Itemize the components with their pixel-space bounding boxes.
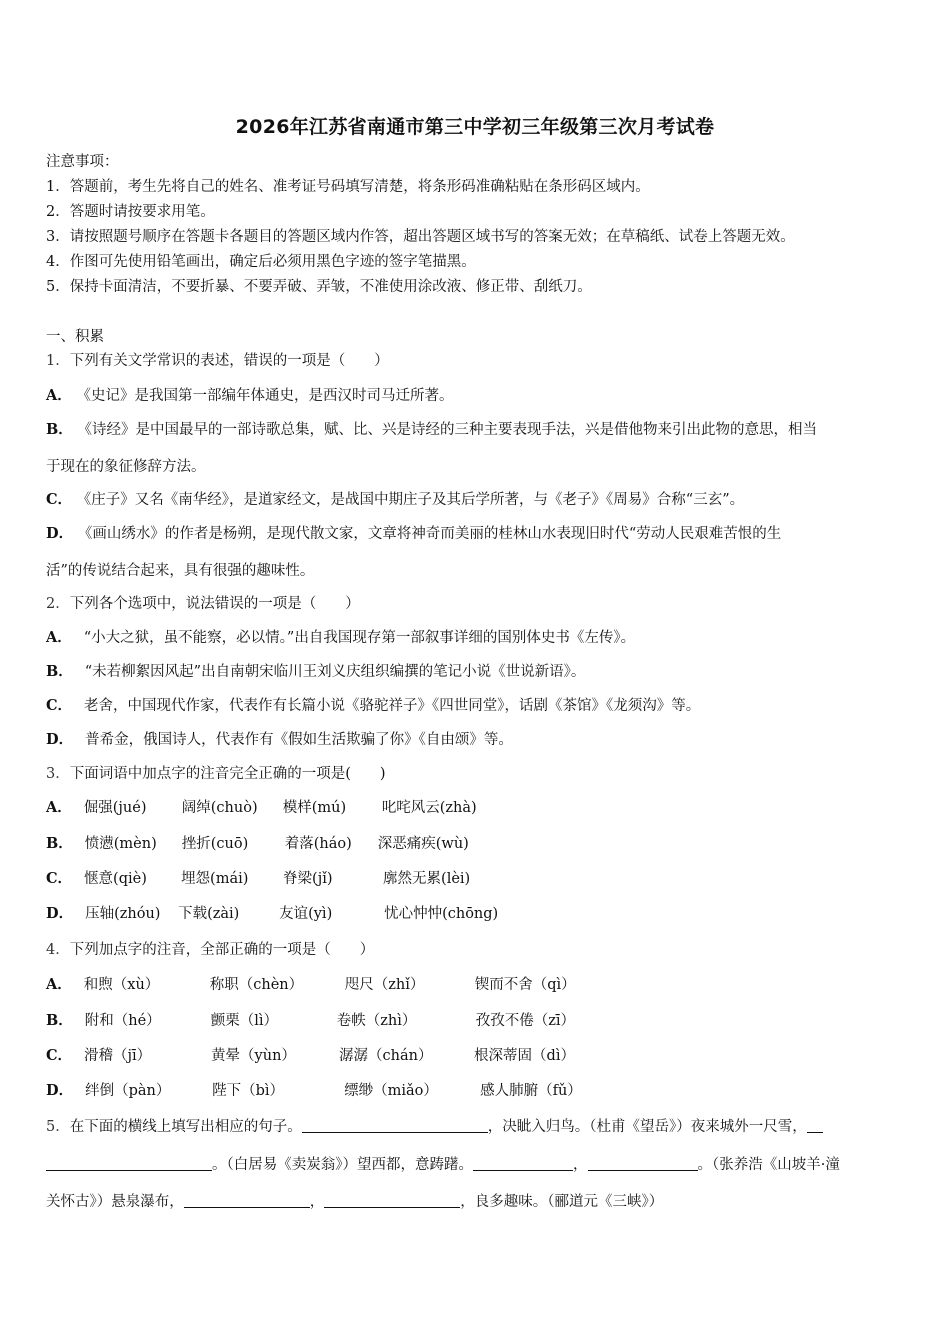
option-word: 愤懑(mèn) — [84, 836, 157, 852]
option-word: 深恶痛疾(wù) — [377, 836, 469, 852]
notice-item: 2．答题时请按要求用笔。 — [46, 204, 215, 220]
option-word: 陛下（bì） — [212, 1083, 284, 1099]
question-5-line-3 — [46, 1192, 908, 1212]
question-number: 2． — [46, 596, 70, 612]
option-word: 潺潺（chán） — [339, 1048, 433, 1064]
question-text: ，良多趣味。（郦道元《三峡》） — [460, 1194, 664, 1210]
question-5-line-1 — [46, 1117, 908, 1137]
question-3-stem — [46, 764, 908, 784]
option-word: 滑稽（jī） — [84, 1048, 152, 1064]
option-word: 根深蒂固（dì） — [474, 1048, 575, 1064]
option-word: 称职（chèn） — [209, 977, 304, 993]
question-number: 1． — [46, 353, 70, 369]
option-c[interactable] — [46, 696, 908, 716]
option-label: A． — [46, 976, 72, 993]
option-word: 卷帙（zhì） — [336, 1013, 417, 1029]
option-label: D． — [46, 731, 74, 748]
option-label: C． — [46, 491, 73, 508]
option-text: 《诗经》是中国最早的一部诗歌总集，赋、比、兴是诗经的三种主要表现手法，兴是借他物来引出此物的意思，相当 — [84, 422, 818, 438]
question-text: 下列有关文学常识的表述，错误的一项是（ ） — [69, 353, 389, 369]
notice-heading: 注意事项： — [46, 154, 119, 170]
option-text: 《史记》是我国第一部编年体通史，是西汉时司马迁所著。 — [83, 388, 454, 404]
option-word: 挫折(cuō) — [181, 836, 249, 852]
question-text: 。（白居易《卖炭翁》）望西都，意踌躇。 — [212, 1157, 473, 1173]
option-label: A． — [46, 387, 72, 404]
section-heading: 一、积累 — [46, 329, 104, 345]
option-a[interactable] — [46, 975, 908, 995]
question-text: ， — [309, 1194, 325, 1210]
question-text: 下列各个选项中，说法错误的一项是（ ） — [69, 596, 360, 612]
option-c[interactable] — [46, 490, 908, 510]
option-b[interactable] — [46, 662, 908, 682]
option-label: D． — [46, 1082, 74, 1099]
option-word: 忧心忡忡(chōng) — [384, 906, 499, 922]
option-word: 模样(mú) — [282, 800, 347, 816]
option-label: C． — [46, 1047, 73, 1064]
option-d[interactable] — [46, 524, 908, 544]
option-word: 友谊(yì) — [279, 906, 333, 922]
option-word: 着落(háo) — [284, 836, 352, 852]
option-word: 惬意(qiè) — [84, 871, 147, 887]
option-text: “未若柳絮因风起”出自南朝宋临川王刘义庆组织编撰的笔记小说《世说新语》。 — [84, 664, 586, 680]
option-d-continued: 活”的传说结合起来，具有很强的趣味性。 — [46, 563, 315, 579]
question-text: 下列加点字的注音，全部正确的一项是（ ） — [69, 942, 375, 958]
option-word: 绊倒（pàn） — [85, 1083, 171, 1099]
fill-blank[interactable] — [184, 1192, 310, 1208]
option-b[interactable] — [46, 420, 908, 440]
option-label: B． — [46, 663, 73, 680]
question-1-stem — [46, 351, 908, 371]
fill-blank[interactable] — [46, 1155, 212, 1171]
option-label: B． — [46, 421, 73, 438]
fill-blank[interactable] — [324, 1192, 460, 1208]
option-text: 普希金，俄国诗人，代表作有《假如生活欺骗了你》《自由颂》等。 — [85, 732, 513, 748]
option-label: A． — [46, 799, 72, 816]
option-label: B． — [46, 1012, 73, 1029]
option-a[interactable] — [46, 386, 908, 406]
option-word: 孜孜不倦（zī） — [475, 1013, 576, 1029]
option-word: 叱咤风云(zhà) — [381, 800, 477, 816]
page-title: 2026年江苏省南通市第三中学初三年级第三次月考试卷 — [235, 116, 715, 138]
question-text: ， — [573, 1157, 588, 1173]
question-text: 关怀古》）悬泉瀑布， — [46, 1194, 184, 1210]
option-a[interactable] — [46, 798, 908, 818]
option-text: “小大之狱，虽不能察，必以情。”出自我国现存第一部叙事详细的国别体史书《左传》。 — [83, 630, 636, 646]
option-label: A． — [46, 629, 72, 646]
option-a[interactable] — [46, 628, 908, 648]
fill-blank[interactable] — [302, 1117, 488, 1133]
option-c[interactable] — [46, 1046, 908, 1066]
option-word: 廓然无累(lèi) — [383, 871, 471, 887]
option-text: 老舍，中国现代作家，代表作有长篇小说《骆驼祥子》《四世同堂》，话剧《茶馆》《龙须沟》等。 — [84, 698, 701, 714]
option-b-continued: 于现在的象征修辞方法。 — [46, 459, 206, 475]
question-text: 在下面的横线上填写出相应的句子。 — [69, 1119, 302, 1135]
option-text: 《庄子》又名《南华经》，是道家经文，是战国中期庄子及其后学所著，与《老子》《周易》合称“三玄”。 — [84, 492, 745, 508]
option-word: 黄晕（yùn） — [211, 1048, 296, 1064]
option-word: 咫尺（zhǐ） — [344, 977, 425, 993]
notice-item: 5．保持卡面清洁，不要折暴、不要弄破、弄皱，不准使用涂改液、修正带、刮纸刀。 — [46, 279, 592, 295]
question-number: 3． — [46, 766, 70, 782]
option-label: D． — [46, 525, 74, 542]
option-b[interactable] — [46, 1011, 908, 1031]
option-word: 脊梁(jǐ) — [283, 871, 333, 887]
question-5-line-2 — [46, 1155, 908, 1175]
option-word: 埋怨(mái) — [181, 871, 249, 887]
fill-blank[interactable] — [473, 1155, 573, 1171]
question-2-stem — [46, 594, 908, 614]
option-label: D． — [46, 905, 74, 922]
option-word: 下载(zài) — [178, 906, 240, 922]
option-b[interactable] — [46, 834, 908, 854]
question-text: ，决眦入归鸟。（杜甫《望岳》）夜来城外一尺雪， — [487, 1119, 807, 1135]
question-text: 下面词语中加点字的注音完全正确的一项是( ) — [69, 766, 386, 782]
fill-blank[interactable] — [588, 1155, 698, 1171]
notice-item: 4．作图可先使用铅笔画出，确定后必须用黑色字迹的签字笔描黑。 — [46, 254, 476, 270]
fill-blank[interactable] — [807, 1117, 823, 1133]
question-number: 5． — [46, 1119, 70, 1135]
option-d[interactable] — [46, 730, 908, 750]
option-word: 压轴(zhóu) — [85, 906, 161, 922]
question-number: 4． — [46, 942, 70, 958]
option-word: 倔强(jué) — [83, 800, 147, 816]
option-label: C． — [46, 870, 73, 887]
option-d[interactable] — [46, 904, 908, 924]
option-word: 锲而不舍（qì） — [474, 977, 576, 993]
question-text: 。（张养浩《山坡羊·潼 — [697, 1157, 840, 1173]
option-word: 附和（hé） — [84, 1013, 161, 1029]
option-c[interactable] — [46, 869, 908, 889]
option-text: 《画山绣水》的作者是杨朔，是现代散文家，文章将神奇而美丽的桂林山水表现旧时代“劳动人民艰难苦恨的生 — [85, 526, 782, 542]
option-word: 阔绰(chuò) — [181, 800, 258, 816]
option-word: 缥缈（miǎo） — [344, 1083, 438, 1099]
option-label: B． — [46, 835, 73, 852]
option-d[interactable] — [46, 1081, 908, 1101]
option-word: 感人肺腑（fǔ） — [480, 1083, 582, 1099]
option-word: 颤栗（lì） — [210, 1013, 279, 1029]
notice-item: 3．请按照题号顺序在答题卡各题目的答题区域内作答，超出答题区域书写的答案无效；在草稿纸、试卷上答题无效。 — [46, 229, 795, 245]
option-word: 和煦（xù） — [83, 977, 160, 993]
question-4-stem — [46, 940, 908, 960]
option-label: C． — [46, 697, 73, 714]
notice-item: 1．答题前，考生先将自己的姓名、准考证号码填写清楚，将条形码准确粘贴在条形码区域内。 — [46, 179, 650, 195]
